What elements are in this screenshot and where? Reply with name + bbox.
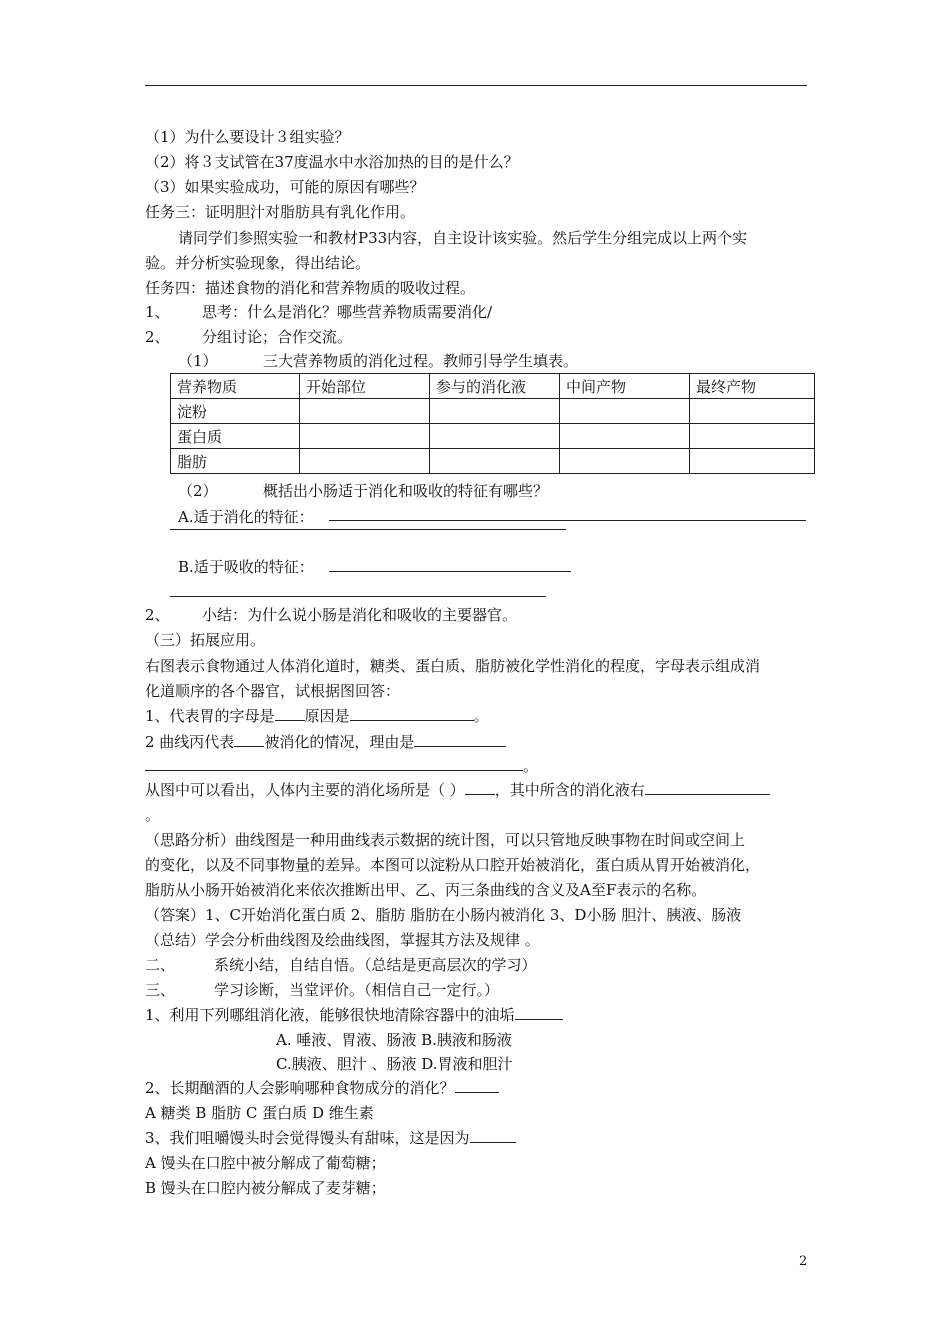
table-cell[interactable] bbox=[300, 399, 430, 424]
section-2-number: 二、 bbox=[145, 956, 176, 974]
feature-b-label: B.适于吸收的特征： bbox=[178, 558, 314, 576]
table-header-cell: 中间产物 bbox=[560, 374, 690, 399]
answer-blank[interactable] bbox=[350, 706, 474, 721]
item-1-text: 思考：什么是消化？哪些营养物质需要消化/ bbox=[202, 303, 493, 321]
task-4: 任务四：描述食物的消化和营养物质的吸收过程。 bbox=[145, 279, 476, 297]
answer-key: （答案）1、C开始消化蛋白质 2、脂肪 脂肪在小肠内被消化 3、D小肠 胆汁、胰液、肠液 bbox=[145, 906, 742, 924]
section-3-number: 三、 bbox=[145, 981, 176, 999]
exercise-1-options-b: C.胰液、胆汁 、肠液 D.胃液和胆汁 bbox=[276, 1055, 513, 1073]
table-header-cell: 最终产物 bbox=[690, 374, 815, 399]
answer-blank[interactable] bbox=[455, 1078, 499, 1093]
answer-blank[interactable] bbox=[470, 1128, 516, 1143]
summary-note: （总结）学会分析曲线图及绘曲线图，掌握其方法及规律 。 bbox=[145, 931, 540, 949]
table-row bbox=[171, 424, 815, 449]
table-cell[interactable] bbox=[690, 424, 815, 449]
table-header-cell: 参与的消化液 bbox=[430, 374, 560, 399]
table-row-label: 蛋白质 bbox=[171, 424, 300, 449]
answer-blank[interactable] bbox=[515, 1005, 563, 1020]
table-cell[interactable] bbox=[300, 449, 430, 474]
sub-2-text: 概括出小肠适于消化和吸收的特征有哪些？ bbox=[263, 482, 549, 500]
answer-question-3-end: 。 bbox=[145, 806, 161, 824]
answer-blank[interactable] bbox=[145, 756, 523, 771]
feature-a-blank-2[interactable] bbox=[170, 529, 566, 530]
table-cell[interactable] bbox=[430, 424, 560, 449]
sub-1-number: （1） bbox=[178, 352, 218, 370]
table-cell[interactable] bbox=[300, 424, 430, 449]
paragraph-1b: 验。并分析实验现象，得出结论。 bbox=[145, 254, 371, 272]
table-row-label: 淀粉 bbox=[171, 399, 300, 424]
item-2-text: 分组讨论；合作交流。 bbox=[202, 328, 353, 346]
table-cell[interactable] bbox=[560, 449, 690, 474]
feature-a-label: A.适于消化的特征： bbox=[178, 508, 314, 526]
answer-question-3: 从图中可以看出，人体内主要的消化场所是（ ） ，其中所含的消化液右 bbox=[145, 780, 770, 800]
answer-question-2: 2 曲线丙代表 被消化的情况，理由是 bbox=[145, 732, 506, 752]
answer-blank[interactable] bbox=[414, 732, 506, 747]
figure-text-2: 化道顺序的各个器官，试根据图回答： bbox=[145, 682, 401, 700]
table-row-label: 脂肪 bbox=[171, 449, 300, 474]
sub-1-text: 三大营养物质的消化过程。教师引导学生填表。 bbox=[263, 352, 579, 370]
answer-blank[interactable] bbox=[645, 780, 770, 795]
table-cell[interactable] bbox=[560, 399, 690, 424]
figure-text-1: 右图表示食物通过人体消化道时，糖类、蛋白质、脂肪被化学性消化的程度，字母表示组成消 bbox=[145, 657, 761, 675]
extend-heading: （三）拓展应用。 bbox=[145, 631, 266, 649]
analysis-line-2: 的变化，以及不同事物量的差异。本图可以淀粉从口腔开始被消化，蛋白质从胃开始被消化， bbox=[145, 856, 761, 874]
exercise-1: 1、利用下列哪组消化液，能够很快地清除容器中的油垢 bbox=[145, 1005, 563, 1025]
answer-question-2-cont: 。 bbox=[145, 756, 538, 776]
answer-question-1: 1、代表胃的字母是 原因是 。 bbox=[145, 707, 489, 725]
exercise-3-option-a: A 馒头在口腔中被分解成了葡萄糖； bbox=[145, 1154, 386, 1172]
feature-a-blank[interactable] bbox=[329, 520, 806, 521]
item-2-number: 2、 bbox=[145, 328, 170, 346]
table-cell[interactable] bbox=[690, 449, 815, 474]
header-rule bbox=[145, 85, 807, 86]
exercise-2-options: A 糖类 B 脂肪 C 蛋白质 D 维生素 bbox=[145, 1104, 374, 1122]
answer-blank[interactable] bbox=[234, 732, 264, 747]
table-row bbox=[171, 449, 815, 474]
item-3-text: 小结：为什么说小肠是消化和吸收的主要器官。 bbox=[202, 606, 518, 624]
question-3: （3）如果实验成功，可能的原因有哪些？ bbox=[145, 178, 425, 196]
section-3-text: 学习诊断，当堂评价。（相信自己一定行。） bbox=[214, 981, 500, 999]
table-cell[interactable] bbox=[430, 399, 560, 424]
analysis-line-3: 脂肪从小肠开始被消化来依次推断出甲、乙、丙三条曲线的含义及A至F表示的名称。 bbox=[145, 881, 707, 899]
table-header-row bbox=[171, 374, 815, 399]
task-3: 任务三：证明胆汁对脂肪具有乳化作用。 bbox=[145, 203, 416, 221]
question-2: （2）将３支试管在37度温水中水浴加热的目的是什么？ bbox=[145, 153, 519, 171]
table-row bbox=[171, 399, 815, 424]
table-header-cell: 开始部位 bbox=[300, 374, 430, 399]
table-header-cell: 营养物质 bbox=[171, 374, 300, 399]
exercise-1-options-a: A. 唾液、胃液、肠液 B.胰液和肠液 bbox=[276, 1031, 512, 1049]
table-cell[interactable] bbox=[560, 424, 690, 449]
answer-blank[interactable] bbox=[465, 780, 495, 795]
analysis-line-1: （思路分析）曲线图是一种用曲线表示数据的统计图，可以只管地反映事物在时间或空间上 bbox=[145, 831, 746, 849]
item-1-number: 1、 bbox=[145, 303, 170, 321]
feature-b-blank[interactable] bbox=[329, 571, 571, 572]
nutrient-table bbox=[170, 373, 815, 474]
feature-b-blank-2[interactable] bbox=[170, 596, 546, 597]
question-1: （1）为什么要设计３组实验？ bbox=[145, 128, 350, 146]
table-cell[interactable] bbox=[430, 449, 560, 474]
section-2-text: 系统小结，自结自悟。（总结是更高层次的学习） bbox=[214, 956, 537, 974]
exercise-3-option-b: B 馒头在口腔内被分解成了麦芽糖； bbox=[145, 1179, 386, 1197]
table-cell[interactable] bbox=[690, 399, 815, 424]
sub-2-number: （2） bbox=[178, 482, 218, 500]
item-3-number: 2、 bbox=[145, 606, 170, 624]
exercise-3: 3、我们咀嚼馒头时会觉得馒头有甜味，这是因为 bbox=[145, 1128, 516, 1148]
paragraph-1: 请同学们参照实验一和教材P33内容，自主设计该实验。然后学生分组完成以上两个实 bbox=[178, 229, 748, 247]
answer-blank[interactable] bbox=[275, 706, 305, 721]
page-number: 2 bbox=[799, 1254, 808, 1269]
exercise-2: 2、长期酗酒的人会影响哪种食物成分的消化？ bbox=[145, 1078, 499, 1098]
